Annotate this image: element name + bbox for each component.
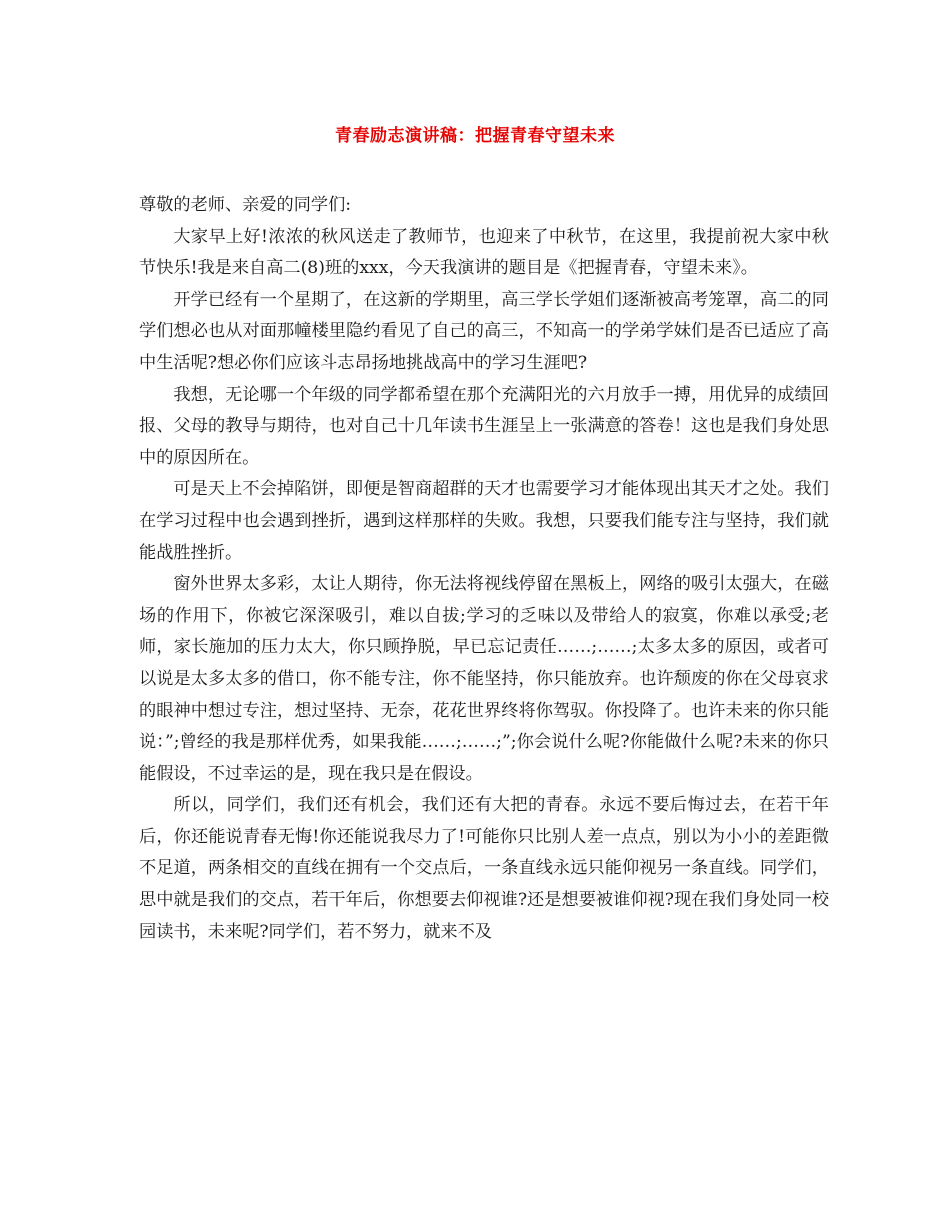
paragraph: 可是天上不会掉陷饼，即便是智商超群的天才也需要学习才能体现出其天才之处。我们在学习过程中也会遇到挫折，遇到这样那样的失败。我想，只要我们能专注与坚持，我们就能战胜挫折。	[139, 479, 829, 563]
document-body	[139, 190, 829, 948]
paragraph: 大家早上好!浓浓的秋风送走了教师节，也迎来了中秋节，在这里，我提前祝大家中秋节快乐!我是来自高二(8)班的xxx，今天我演讲的题目是《把握青春，守望未来》。	[139, 226, 829, 279]
paragraph: 窗外世界太多彩，太让人期待，你无法将视线停留在黑板上，网络的吸引太强大，在磁场的作用下，你被它深深吸引，难以自拔;学习的乏味以及带给人的寂寞，你难以承受;老师，家长施加的压力太大，你只顾挣脱，早已忘记责任……;……;太多太多的原因，或者可以说是太多太多的借口，你不能专注，你不能坚持，你只能放弃。也许颓废的你在父母哀求的眼神中想过专注，想过坚持、无奈，花花世界终将你驾驭。你投降了。也许未来的你只能说：”;曾经的我是那样优秀，如果我能……;……;”;你会说什么呢?你能做什么呢?未来的你只能假设，不过幸运的是，现在我只是在假设。	[139, 574, 829, 784]
paragraph: 开学已经有一个星期了，在这新的学期里，高三学长学姐们逐渐被高考笼罩，高二的同学们想必也从对面那幢楼里隐约看见了自己的高三，不知高一的学弟学妹们是否已适应了高中生活呢?想必你们应该斗志昂扬地挑战高中的学习生涯吧?	[139, 289, 829, 373]
paragraph: 我想，无论哪一个年级的同学都希望在那个充满阳光的六月放手一搏，用优异的成绩回报、父母的教导与期待，也对自己十几年读书生涯呈上一张满意的答卷！这也是我们身处思中的原因所在。	[139, 384, 829, 468]
salutation: 尊敬的老师、亲爱的同学们:	[139, 195, 352, 215]
paragraph: 所以，同学们，我们还有机会，我们还有大把的青春。永远不要后悔过去，在若干年后，你还能说青春无悔!你还能说我尽力了!可能你只比别人差一点点，别以为小小的差距微不足道，两条相交的直线在拥有一个交点后，一条直线永远只能仰视另一条直线。同学们，思中就是我们的交点，若干年后，你想要去仰视谁?还是想要被谁仰视?现在我们身处同一校园读书，未来呢?同学们，若不努力，就来不及	[139, 795, 829, 942]
document-title: 青春励志演讲稿：把握青春守望未来	[335, 126, 615, 146]
